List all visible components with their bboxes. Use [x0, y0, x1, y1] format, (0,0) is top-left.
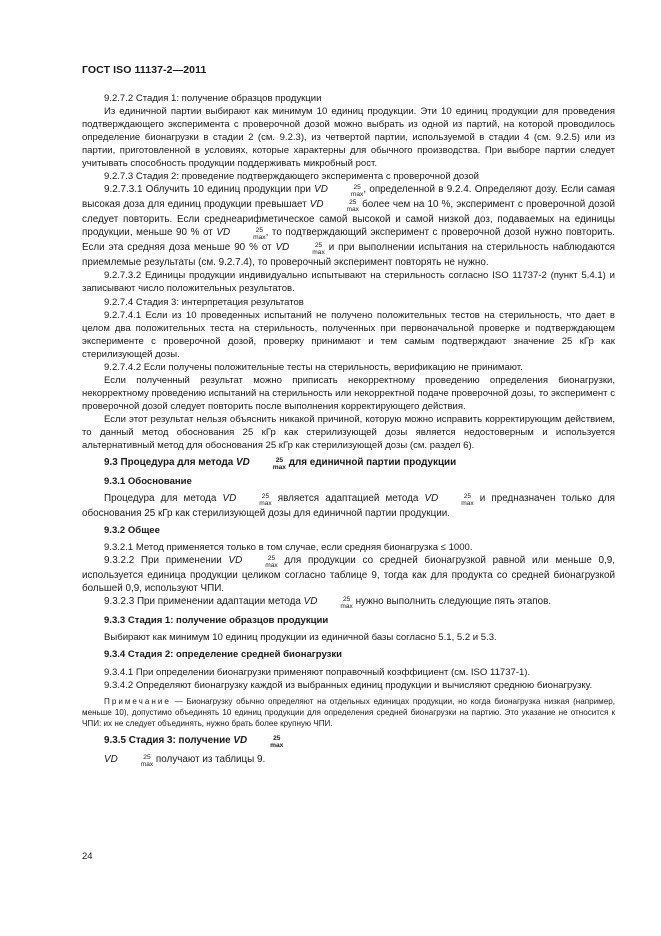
section-9-2-7-3-2: 9.2.7.3.2 Единицы продукции индивидуально испытывают на стерильность согласно ISO 11737-2 (пункт 5.4.1) и записывают число положительных результатов.	[82, 270, 615, 295]
section-heading-9-3: 9.3 Процедура для метода VD 25 max для единичной партии продукции	[104, 457, 457, 472]
vd-formula: VD 25 max	[236, 457, 286, 472]
section-9-2-7-3-1: 9.2.7.3.1 Облучить 10 единиц продукции при VD 25 max , определенной в 9.2.4. Определяют дозу. Если самая высокая доза для единиц продукции превышает VD 25 max более чем на 10 %, эксперимент с проверочной дозой следует повторить. Если среднеарифметическое самой высокой и самой низкой доз, подаваемых на единицы продукции, меньше 90 % от VD 25 max , то подтверждающий эксперимент с проверочной дозой нужно повторить. Если эта средняя доза меньше 90 % от VD 25 max и при выполнении испытания на стерильность наблюдаются приемлемые результаты (см. 9.2.7.4), то проверочный эксперимент повторять не нужно.	[82, 184, 616, 269]
page-number: 24	[82, 851, 93, 862]
section-9-3-4-2: 9.3.4.2 Определяют бионагрузку каждой из выбранных единиц продукции и вычисляют среднюю бионагрузку.	[104, 679, 593, 691]
vd-formula: VD 25 max	[309, 199, 359, 214]
paragraph-vd-from-table: VD 25 max получают из таблицы 9.	[104, 753, 266, 768]
section-9-2-7-3: 9.2.7.3 Стадия 2: проведение подтверждающего эксперимента с проверочной дозой	[104, 171, 480, 183]
vd-formula: VD 25 max	[303, 596, 353, 611]
section-9-2-7-4-1: 9.2.7.4.1 Если из 10 проведенных испытаний не получено положительных тестов на стерильность, что дает в целом два положительных теста на стерильность, полученных при первоначальной проверке и подтверждающем эксперименте с проверочной дозой, проверку принимают и тем самым подтверждают значение 25 кГр как стерилизующей дозы.	[82, 309, 615, 360]
vd-formula: VD 25 max	[233, 734, 284, 749]
section-heading-9-3-4: 9.3.4 Стадия 2: определение средней бионагрузки	[104, 649, 343, 661]
paragraph-incorrect-result: Если полученный результат можно приписать некорректному проведению определения бионагрузки, некорректному проведению испытаний на стерильность или некорректной подаче проверочной дозы, то эксперимент с проверочной дозой следует повторить после выполнения корректирующего действия.	[82, 374, 615, 412]
vd-formula: VD 25 max	[314, 184, 364, 199]
vd-formula: VD 25 max	[222, 493, 272, 508]
section-9-2-7-4-2: 9.2.7.4.2 Если получены положительные тесты на стерильность, верификацию не принимают.	[104, 361, 523, 373]
section-9-3-2-1: 9.3.2.1 Метод применяется только в том случае, если средняя бионагрузка ≤ 1000.	[104, 542, 473, 554]
paragraph-select-units: Выбирают как минимум 10 единиц продукции из единичной базы согласно 5.1, 5.2 и 5.3.	[104, 632, 497, 644]
section-9-3-4-1: 9.3.4.1 При определении бионагрузки применяют поправочный коэффициент (см. ISO 11737-1).	[104, 666, 531, 678]
paragraph-alternative-method: Если этот результат нельзя объяснить никакой причиной, которую можно исправить корректирующим действием, то данный метод обоснования 25 кГр как стерилизующей дозы является недостоверным и используется альтернативный метод для обоснования 25 кГр как стерилизующей дозы (см. раздел 6).	[82, 413, 615, 452]
section-9-2-7-4: 9.2.7.4 Стадия 3: интерпретация результатов	[104, 296, 304, 308]
note-label: Примечание	[104, 696, 171, 706]
vd-formula: VD 25 max	[216, 227, 266, 242]
section-9-2-7-2: 9.2.7.2 Стадия 1: получение образцов продукции	[104, 93, 322, 104]
section-heading-9-3-5: 9.3.5 Стадия 3: получение VD 25 max	[104, 734, 284, 749]
vd-formula: VD 25 max	[104, 753, 154, 768]
page-body	[82, 92, 615, 768]
vd-formula: VD 25 max	[424, 493, 474, 508]
section-heading-9-3-3: 9.3.3 Стадия 1: получение образцов продукции	[104, 615, 329, 627]
section-9-3-2-2: 9.3.2.2 При применении VD 25 max для продукции со средней бионагрузкой равной или меньше 0,9, используется единица продукции целиком согласно таблице 9, тогда как для продукта со средней бионагрузкой большей 0,9, используют ЧПИ.	[82, 555, 616, 595]
vd-formula: VD 25 max	[275, 242, 325, 257]
paragraph-justification: Процедура для метода VD 25 max является адаптацией метода VD 25 max и предназначен только для обоснования 25 кГр как стерилизующей дозы для единичной партии продукции.	[82, 493, 615, 520]
paragraph-sample-selection: Из единичной партии выбирают как минимум 10 единиц продукции. Эти 10 единиц продукции для проведения подтверждающего эксперимента с проверочной дозой можно выбрать из одной из партий, на которой проводилось определение бионагрузки в стадии 2 (см. 9.2.3), из четвертой партии, используемой в стадии 4 (см. 9.2.5) или из партии, приготовленной в условиях, которые характерны для обычного производства. При выборе партии следует учитывать способность продукции поддерживать микробный рост.	[82, 106, 615, 170]
note-block: Примечание — Бионагрузку обычно определяют на отдельных единицах продукции, но когда бионагрузка низкая (например, меньше 10), допустимо объединять 10 единиц продукции для определения средней бионагрузки на партию. Это указание не относится к ЧПИ: их не следует объединять, нужно брать более крупную ЧПИ.	[82, 696, 615, 729]
vd-formula: VD 25 max	[228, 555, 278, 570]
running-header: ГОСТ ISO 11137-2—2011	[82, 64, 207, 76]
section-9-3-2-3: 9.3.2.3 При применении адаптации метода VD 25 max нужно выполнить следующие пять этапов.	[104, 596, 552, 611]
section-heading-9-3-1: 9.3.1 Обоснование	[104, 476, 192, 488]
section-heading-9-3-2: 9.3.2 Общее	[104, 525, 160, 537]
